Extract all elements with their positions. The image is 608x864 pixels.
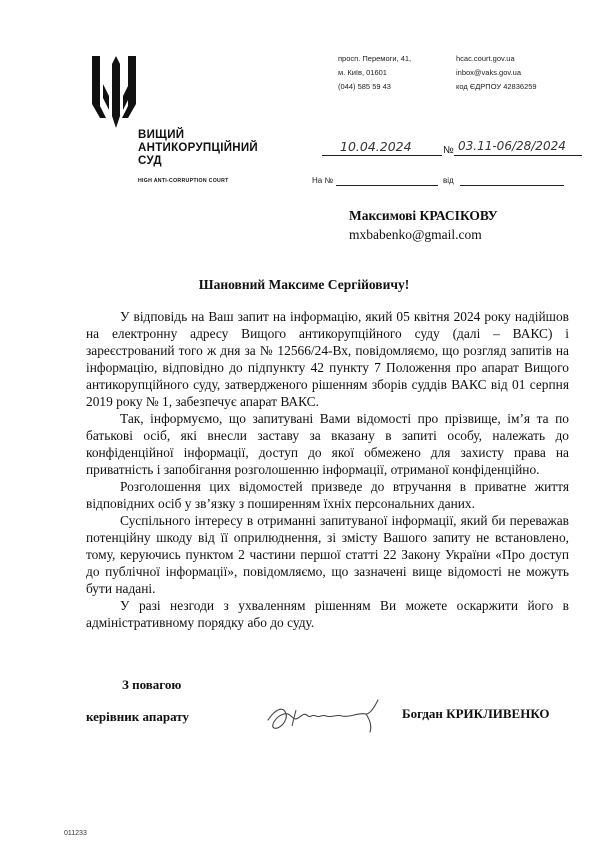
- court-emblem-icon: [92, 52, 152, 128]
- email: inbox@vaks.gov.ua: [456, 68, 522, 77]
- paragraph: У відповідь на Ваш запит на інформацію, який 05 квітня 2024 року надійшов на електронну адресу Вищого антикорупційного суду (далі – ВАКС) і зареєстрований того ж дня за № 12566/24-Вх, повідомляємо, що розгляд запитів на інформацію, відповідно до підпункту 42 пункту 7 Положення про апарат Вищого антикорупційного суду, затвердженого рішенням зборів суддів ВАКС від 01 серпня 2019 року № 1, забезпечує апарат ВАКС.: [86, 309, 569, 409]
- letter-body: [86, 308, 569, 631]
- registration-date: 10.04.2024: [340, 139, 412, 154]
- registration-number: 03.11-06/28/2024: [458, 139, 566, 153]
- online-contacts: [456, 52, 537, 94]
- recipient-name: Максимові КРАСІКОВУ: [349, 208, 498, 223]
- number-line: [454, 155, 582, 156]
- court-name-line: СУД: [138, 155, 162, 167]
- handwritten-signature-icon: [262, 690, 392, 740]
- signer-name: Богдан КРИКЛИВЕНКО: [402, 706, 550, 721]
- paragraph: Так, інформуємо, що запитувані Вами відомості про прізвище, ім’я та по батькові осіб, які внесли заставу за вказану в запиті особу, належать до конфіденційної інформації, доступ до якої обмежено для захисту права на приватність і запобігання розголошенню інформації, отриманої конфіденційно.: [86, 411, 569, 477]
- recipient-email: mxbabenko@gmail.com: [349, 227, 482, 242]
- court-name-en: HIGH ANTI-CORRUPTION COURT: [138, 178, 229, 184]
- salutation: Шановний Максиме Сергійовичу!: [198, 277, 410, 292]
- reply-to-label: На №: [312, 176, 334, 185]
- paragraph: У разі незгоди з ухваленням рішенням Ви можете оскаржити його в адміністративному порядку або до суду.: [86, 598, 569, 630]
- date-line: [322, 155, 442, 156]
- reply-date-label: від: [443, 176, 454, 185]
- address-line: просп. Перемоги, 41,: [338, 54, 412, 63]
- paragraph: Розголошення цих відомостей призведе до втручання в приватне життя відповідних осіб у зв’язку з поширенням їхніх персональних даних.: [86, 479, 569, 511]
- court-name: [138, 129, 258, 168]
- regards: З повагою: [122, 677, 182, 692]
- address-line: м. Київ, 01601: [338, 68, 387, 77]
- website: hcac.court.gov.ua: [456, 54, 515, 63]
- court-name-line: ВИЩИЙ: [138, 129, 185, 141]
- number-label: №: [443, 145, 454, 156]
- reply-date-line: [460, 185, 564, 186]
- address-block: [338, 52, 411, 94]
- reply-number-line: [336, 185, 438, 186]
- paragraph: Суспільного інтересу в отриманні запитуваної інформації, який би переважав потенційну шкоду від її оприлюднення, зі змісту Вашого запиту не встановлено, тому, керуючись пунктом 2 частини першої статті 22 Закону України «Про доступ до публічної інформації», повідомляємо, що зазначені вище відомості не можуть бути надані.: [86, 513, 569, 596]
- document-code: 011233: [64, 830, 87, 837]
- phone: (044) 585 59 43: [338, 82, 391, 91]
- edrpou-code: код ЄДРПОУ 42836259: [456, 82, 537, 91]
- court-name-line: АНТИКОРУПЦІЙНИЙ: [138, 142, 258, 154]
- signer-position: керівник апарату: [86, 709, 189, 724]
